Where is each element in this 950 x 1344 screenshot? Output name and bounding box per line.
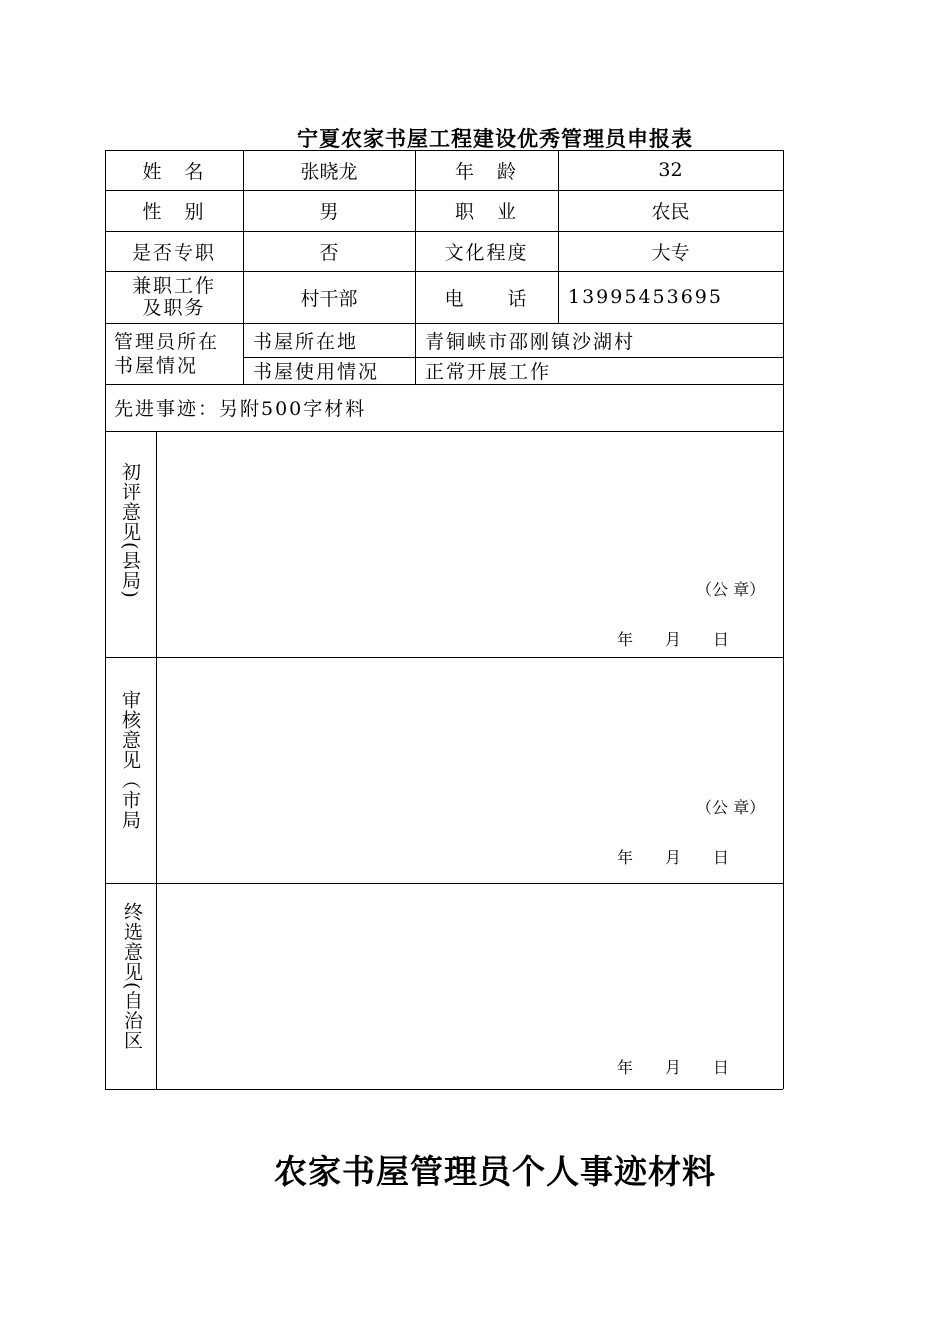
parttime-value: 村干部 <box>300 287 358 310</box>
job-value: 农民 <box>651 201 690 223</box>
library-label-line2: 书屋情况 <box>114 354 199 377</box>
opinion-city-date: 年 月 日 <box>617 848 730 867</box>
location-value: 青铜峡市邵刚镇沙湖村 <box>425 330 636 353</box>
education-label: 文化程度 <box>444 241 529 264</box>
form-title: 宁夏农家书屋工程建设优秀管理员申报表 <box>297 126 693 151</box>
deeds-text: 先进事迹：另附500字材料 <box>114 398 367 420</box>
parttime-label-line2: 及职务 <box>142 297 206 319</box>
opinion-city-label: 审核意见（市局 <box>119 690 141 830</box>
name-label: 姓 名 <box>142 160 206 183</box>
age-value: 32 <box>658 159 683 181</box>
phone-value: 13995453695 <box>568 286 723 308</box>
opinion-county-seal: （公 章） <box>696 580 766 599</box>
usage-value: 正常开展工作 <box>425 361 552 383</box>
fulltime-value: 否 <box>319 241 339 264</box>
opinion-region-date: 年 月 日 <box>617 1058 730 1077</box>
gender-value: 男 <box>319 201 339 223</box>
opinion-county-label: 初评意见(县局) <box>119 462 141 599</box>
phone-label: 电 话 <box>444 287 529 310</box>
usage-label: 书屋使用情况 <box>253 361 380 383</box>
education-value: 大专 <box>651 241 690 264</box>
parttime-label <box>105 271 243 323</box>
opinion-county-date: 年 月 日 <box>617 630 730 649</box>
gender-label: 性 别 <box>142 201 206 223</box>
section-heading: 农家书屋管理员个人事迹材料 <box>274 1152 716 1191</box>
job-label: 职 业 <box>454 201 518 223</box>
location-label: 书屋所在地 <box>253 330 359 353</box>
parttime-label-line1: 兼职工作 <box>131 275 216 297</box>
fulltime-label: 是否专职 <box>131 241 216 264</box>
library-label <box>114 323 242 384</box>
name-value: 张晓龙 <box>300 160 358 183</box>
opinion-city-seal: （公 章） <box>696 798 766 817</box>
age-label: 年 龄 <box>454 160 518 183</box>
opinion-region-label: 终选意见(自治区 <box>121 902 143 1051</box>
library-label-line1: 管理员所在 <box>114 330 220 353</box>
